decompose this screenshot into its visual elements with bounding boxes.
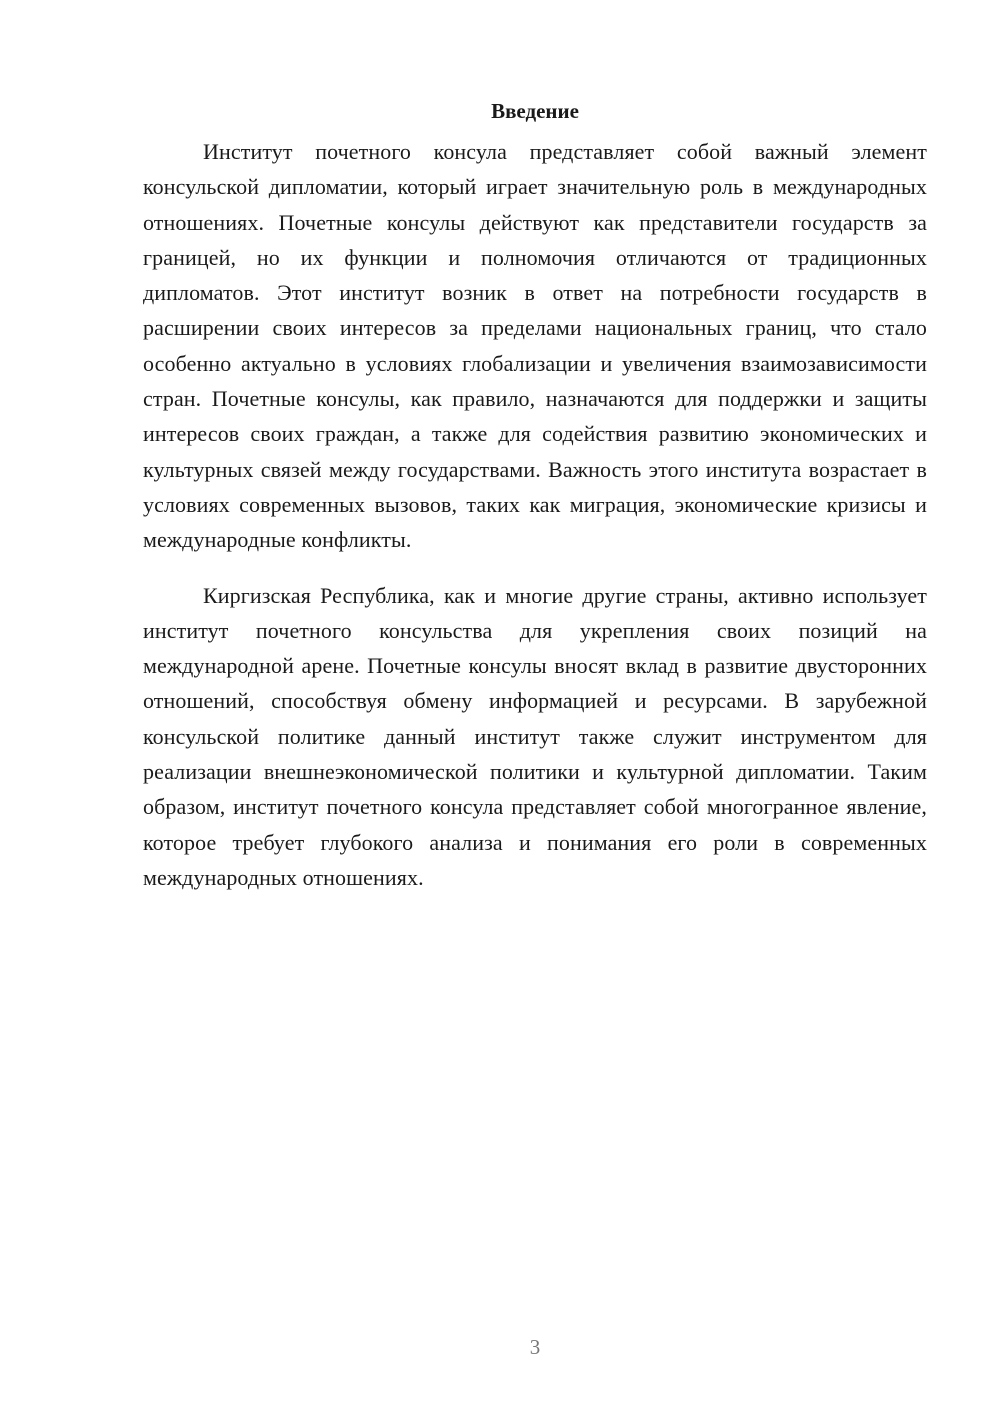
paragraph-1: Институт почетного консула представляет собой важный элемент консульской дипломатии, который играет значительную роль в международных отношениях. Почетные консулы действуют как представители государств за границей, но их функции и полномочия отличаются от традиционных дипломатов. Этот институт возник в ответ на потребности государств в расширении своих интересов за пределами национальных границ, что стало особенно актуально в условиях глобализации и увеличения взаимозависимости стран. Почетные консулы, как правило, назначаются для поддержки и защиты интересов своих граждан, а также для содействия развитию экономических и культурных связей между государствами. Важность этого института возрастает в условиях современных вызовов, таких как миграция, экономические кризисы и международные конфликты. — [143, 139, 927, 553]
page-number: 3 — [529, 1335, 541, 1359]
section-title: Введение — [491, 99, 579, 123]
paragraph-2: Киргизская Республика, как и многие другие страны, активно использует институт почетного консульства для укрепления своих позиций на международной арене. Почетные консулы вносят вклад в развитие двусторонних отношений, способствуя обмену информацией и ресурсами. В зарубежной консульской политике данный институт также служит инструментом для реализации внешнеэкономической политики и культурной дипломатии. Таким образом, институт почетного консула представляет собой многогранное явление, которое требует глубокого анализа и понимания его роли в современных международных отношениях. — [143, 582, 927, 890]
page-content — [143, 96, 927, 895]
